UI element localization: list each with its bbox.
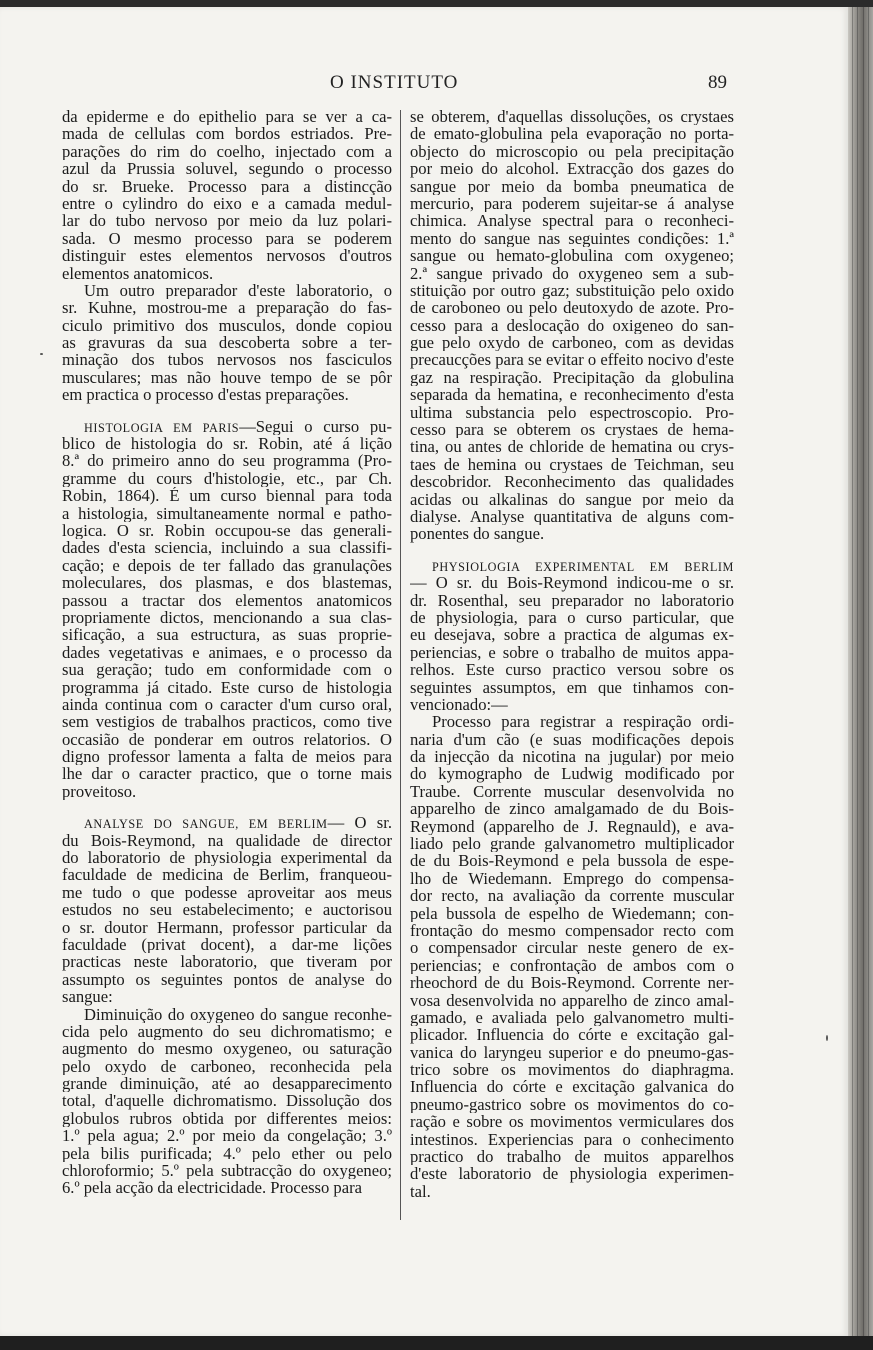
text-line: dialyse. Analyse quantitativa de alguns com-	[410, 507, 734, 526]
text-line: 1.º pela agua; 2.º por meio da congelação; 3.º	[62, 1127, 392, 1145]
text-line: do laboratorio de physiologia experimental da	[62, 849, 392, 867]
text-line: parações do rim do coelho, injectado com a	[62, 142, 392, 161]
text-line: sr. Kuhne, mostrou-me a preparação do fas-	[62, 299, 392, 317]
text-line: frontação do mesmo compensador recto com	[410, 921, 734, 940]
book-spine	[848, 7, 873, 1336]
text-line: o sr. doutor Hermann, professor particular da	[62, 918, 392, 936]
text-line: augmento do mesmo oxygeneo, ou saturação	[62, 1040, 392, 1058]
text-line: do kymographo de Ludwig modificado por	[410, 765, 734, 783]
text-line: a histologia, simultaneamente normal e patho-	[62, 504, 392, 522]
text-line: precaucções para se evitar o effeito nocivo d'este	[410, 351, 734, 369]
text-line: trico sobre os movimentos do diaphragma.	[410, 1061, 734, 1079]
text-line: me tudo o que podesse aproveitar aos meus	[62, 883, 392, 902]
text-line: total, d'aquelle dichromatismo. Dissolução dos	[62, 1092, 392, 1110]
text-line: apparelho de zinco amalgamado de du Bois-	[410, 800, 734, 818]
text-line: vencionado:—	[410, 695, 508, 714]
text-line: seguintes assumptos, em que tinhamos con-	[410, 678, 734, 696]
section-heading: ANALYSE DO SANGUE, EM BERLIM	[84, 817, 328, 832]
text-line: d'este laboratorio de physiologia experimen-	[410, 1165, 734, 1183]
text-line: cação; e depois de ter fallado das granulações	[62, 556, 392, 575]
text-line: se obterem, d'aquellas dissoluções, os crystaes	[410, 108, 734, 126]
text-line: sificação, a sua estructura, as suas proprie-	[62, 626, 392, 644]
section-heading: HISTOLOGIA EM PARIS	[84, 420, 240, 435]
text-line: azul da Prussia soluvel, segundo o processo	[62, 160, 392, 178]
text-line: ultima substancia pelo espectroscopio. Pro-	[410, 403, 734, 422]
text-line: proveitoso.	[62, 782, 137, 801]
section-heading-line	[62, 814, 392, 831]
text-line: gaz na respiração. Precipitação da globulina	[410, 368, 734, 387]
text-line: sua geração; tudo em conformidade com o	[62, 661, 392, 679]
section-heading-continuation: —Segui o curso pu-	[239, 417, 392, 436]
text-line: mercurio, para poderem sujeitar-se á analyse	[410, 194, 734, 213]
text-line: propriamente dictos, mencionando a sua clas-	[62, 608, 392, 627]
text-line: sangue ou hemato-globulina com oxygeneo;	[410, 247, 734, 265]
text-line: pela bussola de espelho de Wiedemann; con-	[410, 904, 734, 922]
text-line: Diminuição do oxygeneo do sangue reconhe-	[84, 1005, 392, 1023]
text-line: dades d'esta sciencia, incluindo a sua classifi-	[62, 539, 392, 557]
text-line: pelo oxydo de carboneo, reconhecida pela	[62, 1057, 392, 1076]
book-page	[0, 7, 848, 1336]
text-line: Robin, 1864). É um curso biennal para toda	[62, 487, 392, 505]
text-line: taes de hemina ou crystaes de Teichman, seu	[410, 455, 734, 474]
text-line: dr. Rosenthal, seu preparador no laboratorio	[410, 591, 734, 609]
text-line: periencias; e confrontação de ambos com o	[410, 956, 734, 975]
text-line: liado pelo grande galvanometro multiplicador	[410, 835, 734, 853]
text-line: de physiologia, para o curso particular, que	[410, 608, 734, 627]
text-line: occasião de ponderar em outros relatorios. O	[62, 730, 392, 749]
text-line: passou a tractar dos elementos anatomicos	[62, 591, 392, 609]
text-line: lar do tubo nervoso por meio da luz polari-	[62, 212, 392, 230]
text-line: minação dos tubos nervosos nos fasciculos	[62, 351, 392, 369]
text-line: tal.	[410, 1182, 431, 1201]
text-line: assumpto os seguintes pontos de analyse do	[62, 970, 392, 989]
text-line: plicador. Influencia do córte e excitação gal-	[410, 1026, 734, 1044]
text-line: pneumo-gastrico sobre os movimentos do co-	[410, 1095, 734, 1114]
text-line: intestinos. Experiencias para o conhecimento	[410, 1130, 734, 1149]
text-line: faculdade (privat docent), a dar-me lições	[62, 935, 392, 954]
text-line: elementos anatomicos.	[62, 264, 214, 282]
text-line: eu desejava, sobre a practica de algumas ex-	[410, 626, 734, 644]
margin-speck	[826, 1035, 828, 1041]
scan-bottom-edge	[0, 1336, 873, 1350]
text-line: faculdade de medicina de Berlim, franqueou-	[62, 866, 392, 884]
text-line: cesso para a deslocação do oxigeneo do san-	[410, 316, 734, 335]
text-line: 6.º pela acção da electricidade. Processo para	[62, 1179, 362, 1197]
text-line: distinguir estes elementos nervosos d'outros	[62, 247, 392, 265]
text-line: entre o cylindro do eixo e a camada medul-	[62, 194, 392, 213]
text-line: gue pelo oxydo de carboneo, com as devidas	[410, 334, 734, 352]
text-line: estudos no seu estabelecimento; e auctorisou	[62, 901, 392, 919]
text-line: du Bois-Reymond, na qualidade de director	[62, 831, 392, 850]
section-heading-continuation: — O sr.	[327, 814, 392, 832]
text-line: Processo para registrar a respiração ordi-	[432, 713, 734, 731]
text-line: lhe dar o caracter practico, que o torne mais	[62, 765, 392, 783]
paragraph-gap	[410, 543, 734, 557]
text-line: acidas ou alkalinas do sangue por meio da	[410, 490, 734, 508]
text-line: digno professor lamenta a falta de meios para	[62, 748, 392, 766]
text-line: gamado, e avaliada pelo galvanometro multi-	[410, 1008, 734, 1027]
left-column	[62, 108, 392, 1197]
text-line: stituição por outro gaz; substituição pelo oxido	[410, 281, 734, 300]
text-line: lho de Wiedemann. Emprego do compensa-	[410, 869, 734, 888]
paragraph-gap	[62, 800, 392, 814]
text-line: Traube. Corrente muscular desenvolvida no	[410, 782, 734, 801]
text-line: ponentes do sangue.	[410, 525, 545, 543]
margin-speck	[40, 353, 43, 355]
text-line: vosa desenvolvida no apparelho de zinco amal-	[410, 991, 734, 1009]
text-line: cesso para se obterem os crystaes de hema-	[410, 421, 734, 439]
text-line: separada da hematina, e reconhecimento d'esta	[410, 386, 734, 404]
text-line: objecto do microscopio ou pela precipitação	[410, 142, 734, 161]
page-number: 89	[708, 72, 727, 93]
column-rule	[400, 110, 401, 1220]
text-line: blico de histologia do sr. Robin, até á lição	[62, 435, 392, 453]
text-line: tina, ou antes de chloride de hematina ou crys-	[410, 438, 734, 456]
text-line: practico do trabalho de muitos apparelhos	[410, 1148, 734, 1166]
text-line: moleculares, dos plasmas, e dos blastemas,	[62, 574, 392, 592]
text-line: relhos. Este curso practico versou sobre os	[410, 661, 734, 679]
text-line: practicas neste laboratorio, que tiveram por	[62, 953, 392, 971]
text-line: as gravuras da sua descoberta sobre a ter-	[62, 334, 392, 352]
text-line: — O sr. du Bois-Reymond indicou-me o sr.	[410, 574, 734, 592]
text-line: dor recto, na avaliação da corrente muscular	[410, 887, 734, 905]
text-line: globulos rubros obtida por differentes meios:	[62, 1109, 392, 1128]
text-line: da epiderme e do epithelio para se ver a ca-	[62, 108, 392, 126]
text-line: o compensador circular neste genero de ex-	[410, 939, 734, 957]
text-line: do sr. Brueke. Processo para a distincção	[62, 177, 392, 195]
text-line: de emato-globulina pela evaporação no porta-	[410, 125, 734, 143]
text-line: gramme du cours d'histologie, etc., par Ch.	[62, 469, 392, 488]
text-line: chloroformio; 5.º pela subtracção do oxygeneo;	[62, 1162, 392, 1180]
text-line: musculares; mas não houve tempo de se pôr	[62, 368, 392, 387]
text-line: grande diminuição, até ao desapparecimento	[62, 1075, 392, 1093]
text-line: chimica. Analyse spectral para o reconheci-	[410, 212, 734, 230]
text-line: de du Bois-Reymond e pela bussola de espe-	[410, 852, 734, 870]
text-line: sangue:	[62, 988, 113, 1006]
text-line: periencias, e sobre o trabalho de muitos appa-	[410, 643, 734, 662]
text-line: por meio do alcohol. Extracção dos gazes do	[410, 160, 734, 178]
text-line: da injecção da nicotina na jugular) por meio	[410, 748, 734, 766]
text-line: vanica do laryngeu superior e do pneumo-gas-	[410, 1043, 734, 1062]
running-head: O INSTITUTO	[330, 72, 459, 93]
text-line: sem vestigios de trabalhos practicos, como tive	[62, 713, 392, 731]
section-heading: PHYSIOLOGIA EXPERIMENTAL EM BERLIM	[432, 559, 734, 574]
text-line: mento do sangue nas seguintes condições: 1.ª	[410, 229, 734, 248]
right-column	[410, 108, 734, 1200]
text-line: descobridor. Reconhecimento das qualidades	[410, 473, 734, 491]
section-heading-line	[410, 557, 734, 574]
text-line: 2.ª sangue privado do oxygeneo sem a sub-	[410, 264, 734, 282]
text-line: sangue por meio da bomba pneumatica de	[410, 177, 734, 195]
text-line: programma já citado. Este curso de histologia	[62, 678, 392, 696]
text-line: logica. O sr. Robin occupou-se das generali-	[62, 521, 392, 540]
text-line: em practica o processo d'estas preparações.	[62, 386, 349, 404]
text-line: Reymond (apparelho de J. Regnauld), e ava-	[410, 817, 734, 836]
text-line: 8.ª do primeiro anno do seu programma (Pro-	[62, 452, 392, 470]
text-line: dades vegetativas e animaes, e o processo da	[62, 643, 392, 662]
text-line: de caroboneo ou pelo deutoxydo de azote. Pro-	[410, 299, 734, 317]
text-line: mada de cellulas com bordos estriados. Pre-	[62, 125, 392, 143]
text-line: sada. O mesmo processo para se poderem	[62, 229, 392, 248]
text-line: Um outro preparador d'este laboratorio, o	[84, 281, 392, 300]
text-line: pela bilis purificada; 4.º pelo ether ou pelo	[62, 1144, 392, 1163]
text-line: cida pelo augmento do seu dichromatismo; e	[62, 1022, 392, 1041]
text-line: naria d'um cão (e suas modificações depois	[410, 730, 734, 749]
text-line: ainda continua com o caracter d'um curso oral,	[62, 695, 392, 714]
section-heading-line	[62, 418, 392, 435]
text-line: Influencia do córte e excitação galvanica do	[410, 1078, 734, 1096]
text-line: ração e sobre os movimentos vermiculares dos	[410, 1113, 734, 1131]
paragraph-gap	[62, 404, 392, 418]
text-line: rheochord de du Bois-Reymond. Corrente ner-	[410, 974, 734, 992]
text-line: ciculo primitivo dos musculos, donde copiou	[62, 316, 392, 335]
